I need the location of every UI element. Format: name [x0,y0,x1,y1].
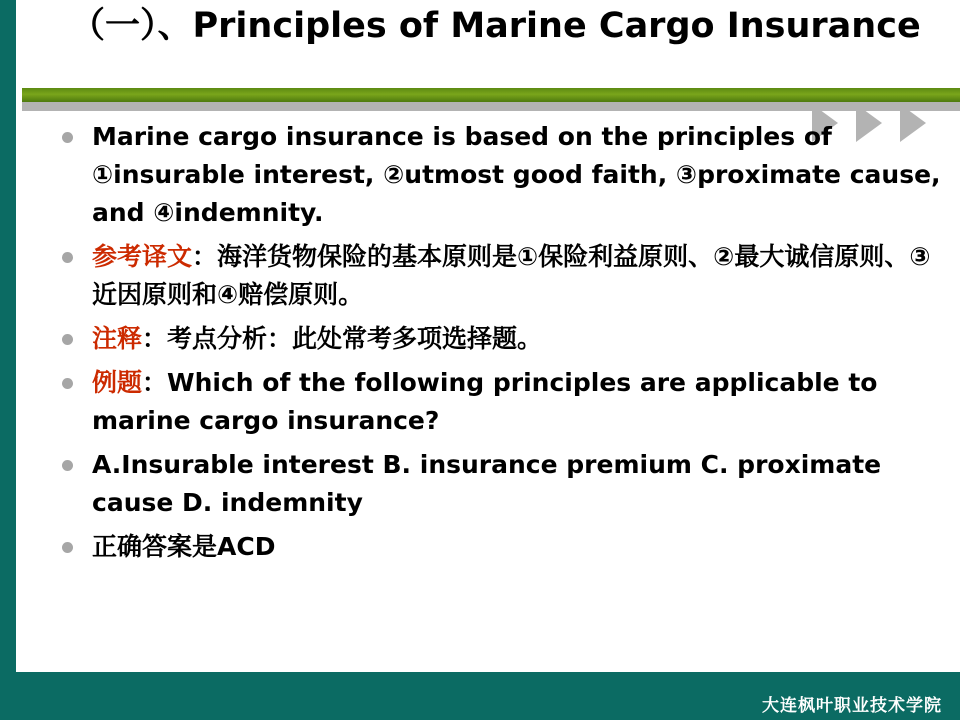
left-accent-bar [0,0,16,720]
bullet-text: Marine cargo insurance is based on the principles of ①insurable interest, ②utmost good faith, ③proximate cause, and ④indemnity. [92,122,941,227]
bullet-text: A.Insurable interest B. insurance premium C. proximate cause D. indemnity [92,450,882,517]
footer-institution: 大连枫叶职业技术学院 [762,696,942,716]
bullet-body: ：Which of the following principles are applicable to marine cargo insurance? [92,368,878,435]
list-item [40,118,950,232]
list-item [40,446,950,522]
page-title: （一）、Principles of Marine Cargo Insurance [70,6,921,46]
bullet-dot-icon [62,334,73,345]
bullet-dot-icon [62,460,73,471]
slide-body [40,118,950,572]
bullet-dot-icon [62,132,73,143]
bullet-label: 例题 [92,368,143,397]
bullet-label: 注释 [92,324,143,353]
bullet-label: 参考译文 [92,242,193,271]
title-underline-green [22,88,960,102]
list-item [40,364,950,440]
bullet-dot-icon [62,378,73,389]
title-area [22,0,960,100]
list-item [40,238,950,314]
bullet-body: ：海洋货物保险的基本原则是①保险利益原则、②最大诚信原则、③近因原则和④赔偿原则。 [92,242,931,309]
list-item [40,528,950,566]
bullet-text: 正确答案是ACD [92,532,276,561]
bullet-text [92,238,950,314]
bullet-text [92,320,950,358]
bullet-text [92,364,950,440]
list-item [40,320,950,358]
bullet-dot-icon [62,252,73,263]
bullet-body: ：考点分析：此处常考多项选择题。 [142,324,543,353]
bullet-dot-icon [62,542,73,553]
